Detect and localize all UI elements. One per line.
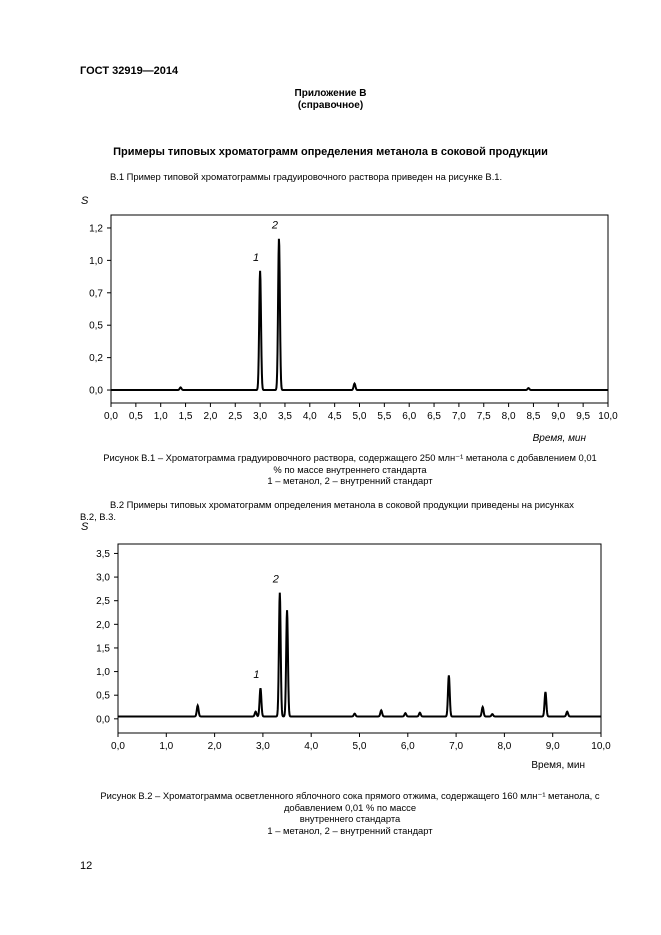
chart1-xlabel: Время, мин [532,433,586,444]
chart1-ytick-label: 0,7 [89,288,103,300]
chart2-xtick-label: 0,0 [111,741,125,752]
chart2-ytick-label: 2,5 [96,596,110,608]
paragraph-b2-line2: В.2, В.3. [80,511,116,522]
chart2-ytick-label: 3,5 [96,548,110,560]
chart1-xtick-label: 5,5 [377,411,392,422]
chart2-ytick-label: 0,5 [96,690,110,702]
chart1-xtick-label: 9,5 [576,411,591,422]
chart1-ytick-label: 0,5 [89,320,103,332]
figure1-caption [70,452,630,487]
chart-figure-1 [60,188,640,448]
figure1-caption-line1: Рисунок В.1 – Хроматограмма градуировочного раствора, содержащего 250 млн⁻¹ метанола с добавлением 0,01 [103,452,597,463]
chart2-xtick-label: 10,0 [591,741,611,752]
chart2-xtick-label: 7,0 [449,741,464,752]
chart1-ytick-label: 1,0 [89,255,103,267]
document-id: ГОСТ 32919—2014 [80,65,179,77]
chart2-xlabel: Время, мин [531,760,585,771]
chart2-xtick-label: 5,0 [352,741,367,752]
figure2-caption-line4: 1 – метанол, 2 – внутренний стандарт [267,824,433,836]
figure1-caption-line2: % по массе внутреннего стандарта [273,463,427,475]
chart1-xtick-label: 4,0 [302,411,317,422]
chart2-xtick-label: 1,0 [159,741,174,752]
chart1-xtick-label: 6,5 [427,411,442,422]
chart1-ytick-label: 0,0 [89,385,103,397]
chart2-plot-frame [118,544,601,733]
chart2-ytick-label: 2,0 [96,619,110,631]
chart1-ylabel: S [81,195,89,207]
chart1-xtick-label: 0,5 [128,411,143,422]
chart1-xtick-label: 2,5 [228,411,243,422]
appendix-subtitle: (справочное) [297,100,364,111]
figure2-caption [70,790,630,836]
chart1-xtick-label: 8,5 [526,411,541,422]
chart1-xtick-label: 9,0 [551,411,566,422]
chart1-xtick-label: 1,5 [178,411,193,422]
section-title: Примеры типовых хроматограмм определения метанола в соковой продукции [113,146,548,158]
chart1-xtick-label: 8,0 [501,411,516,422]
chart1-xtick-label: 6,0 [402,411,417,422]
chart1-xtick-label: 0,0 [104,411,118,422]
paragraph-b1: В.1 Пример типовой хроматограммы градуировочного раствора приведен на рисунке В.1. [110,171,503,182]
chart2-xtick-label: 2,0 [207,741,222,752]
chart1-xtick-label: 5,0 [352,411,367,422]
chart1-xtick-label: 4,5 [327,411,342,422]
chart2-xtick-label: 9,0 [545,741,560,752]
chart2-ytick-label: 0,0 [96,714,110,726]
appendix-title: Приложение В [294,88,367,99]
chart1-xtick-label: 7,0 [451,411,466,422]
figure1-caption-line3: 1 – метанол, 2 – внутренний стандарт [267,475,433,486]
chart2-xtick-label: 6,0 [400,741,415,752]
chart2-ytick-label: 1,0 [96,667,110,679]
chart1-xtick-label: 3,0 [253,411,268,422]
chart-figure-2 [60,518,640,778]
chart1-ytick-label: 1,2 [89,223,103,235]
chart1-peak-label: 1 [253,251,260,264]
chart2-ytick-label: 3,0 [96,572,110,584]
chart1-peak-label: 2 [271,219,279,232]
chart1-xtick-label: 2,0 [203,411,218,422]
chart2-xtick-label: 8,0 [497,741,512,752]
chart1-xtick-label: 10,0 [598,411,618,422]
chart2-trace [118,593,601,717]
figure2-caption-line3: внутреннего стандарта [299,813,401,824]
chart1-plot-frame [111,215,608,403]
figure2-caption-line2: добавлением 0,01 % по массе [283,801,417,813]
chart2-peak-label: 1 [253,669,260,682]
chart2-xtick-label: 4,0 [304,741,319,752]
chart2-ylabel: S [81,521,89,533]
chart1-xtick-label: 1,0 [153,411,168,422]
figure2-caption-line1: Рисунок В.2 – Хроматограмма осветленного яблочного сока прямого отжима, содержащего 160 млн⁻¹ метанола, с [100,790,600,801]
chart1-xtick-label: 7,5 [476,411,491,422]
chart1-ytick-label: 0,2 [89,353,103,365]
chart1-trace [111,239,608,390]
chart1-xtick-label: 3,5 [277,411,292,422]
chart2-ytick-label: 1,5 [96,643,110,655]
page-number: 12 [80,860,93,872]
chart2-xtick-label: 3,0 [255,741,270,752]
chart2-peak-label: 2 [272,573,279,586]
paragraph-b2-line1: В.2 Примеры типовых хроматограмм определения метанола в соковой продукции приведены на рисунках [110,499,574,510]
